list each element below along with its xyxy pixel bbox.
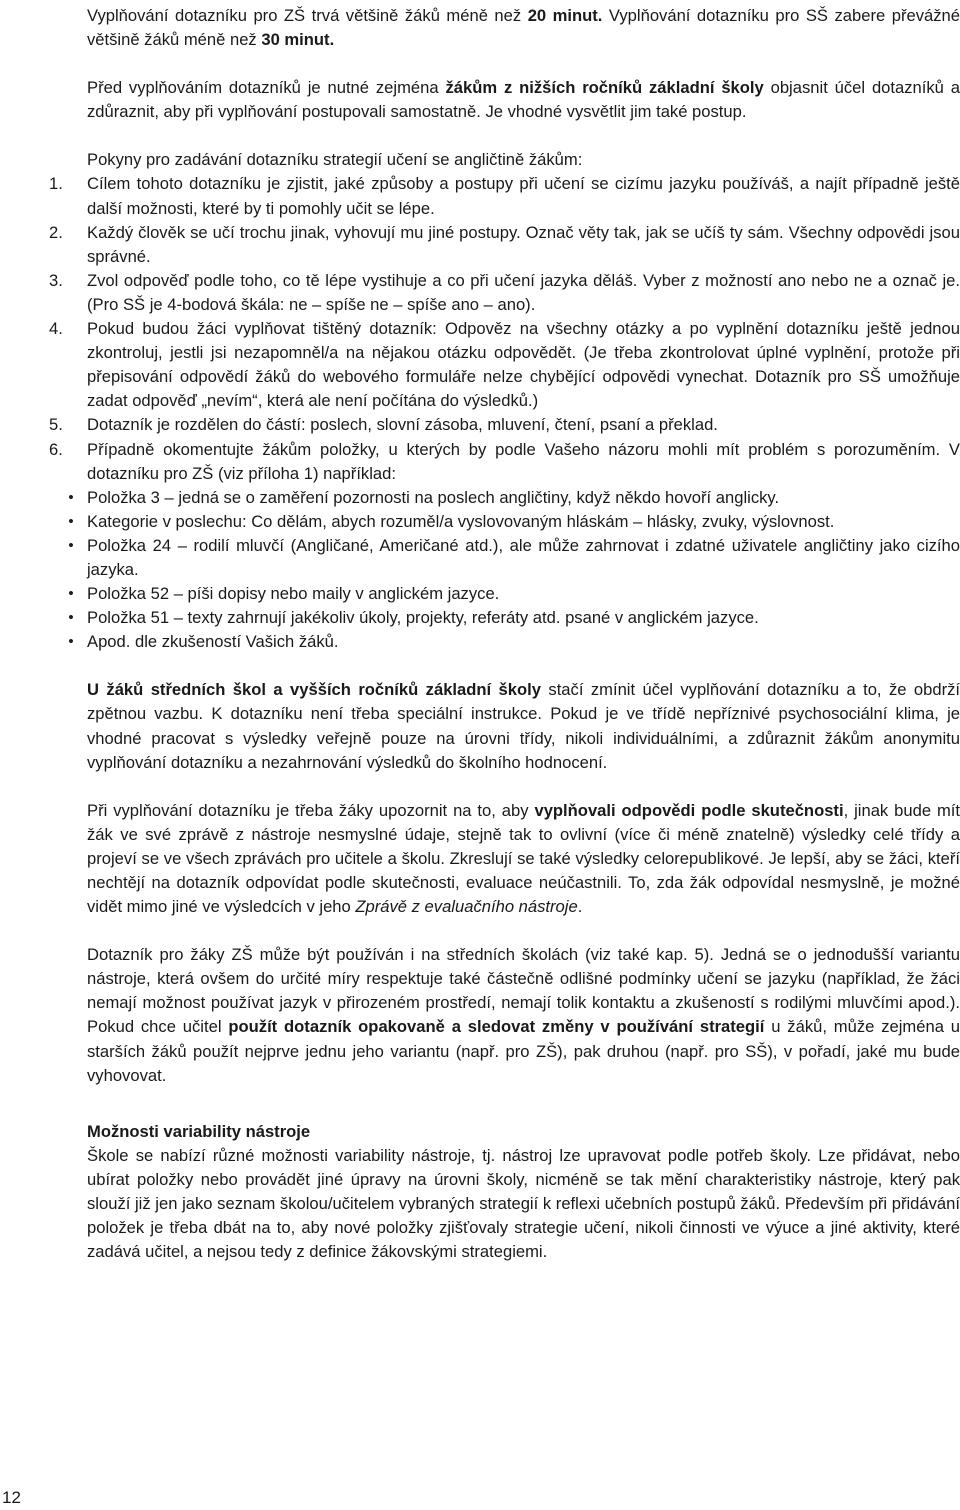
list-number: 2. [49, 222, 63, 242]
instructions-title: Pokyny pro zadávání dotazníku strategií učení se angličtině žákům: [87, 150, 583, 170]
bullet-text: Položka 24 – rodilí mluvčí (Angličané, Američané atd.), ale může zahrnovat i zdatné uživatele angličtiny jako cizího jazyka. [87, 535, 960, 579]
text-run: objasnit účel dotazníků a zdůraznit, aby při vyplňování postupovali samostatně. Je vhodné vysvětlit jim také postup. [87, 78, 960, 122]
emphasis-20-minutes: 20 minut. [527, 6, 603, 25]
emphasis-secondary-students: U žáků středních škol a vyšších ročníků základní školy [87, 680, 541, 700]
text-run: Dotazník pro žáky ZŠ může být používán i na středních školách (viz také kap. 5). Jedná se o jednodušší variantu nástroje, která ovšem do určité míry respektuje také částečně odlišné podmínky učení se jazyku (například, že žáci nemají možnost používat jazyk v přirozeném prostředí, nemají tolik kontaktu a zkušeností s rodilými mluvčími apod.). Pokud chce učitel [87, 945, 960, 1037]
variability-paragraph: Škole se nabízí různé možnosti variability nástroje, tj. nástroj lze upravovat podle potřeb školy. Lze přidávat, nebo ubírat položky nebo provádět jiné úpravy na úrovni školy, nicméně se tak mění charakteristiky nástroje, který pak slouží již jen jako seznam školou/učitelem vybraných strategií k reflexi učebních postupů žáků. Především při přidávání položek je třeba dbát na to, aby nové položky zjišťovaly strategie učení, nikoli činnosti ve výuce a jiné aktivity, které zadává učitel, a nejsou tedy z definice žákovskými strategiemi. [87, 1145, 960, 1262]
list-item-text: Pokud budou žáci vyplňovat tištěný dotazník: Odpověz na všechny otázky a po vyplnění dotazníku ještě jednou zkontroluj, jestli jsi nezapomněl/a na nějakou otázku odpovědět. (Je třeba zkontrolovat úplné vyplnění, protože při přepisování odpovědí žáků do webového formuláře nelze chybějící odpovědi vynechat. Dotazník pro SŠ umožňuje zadat odpověď „nevím“, která ale není počítána do výsledků.) [87, 319, 960, 411]
bullet-text: Kategorie v poslechu: Co dělám, abych rozuměl/a vyslovovaným hláskám – hlásky, zvuky, výslovnost. [87, 511, 835, 531]
bullet-item [68, 582, 960, 606]
examples-bullet-list [68, 486, 960, 655]
list-item-text: Zvol odpověď podle toho, co tě lépe vystihuje a co při učení jazyka děláš. Vyber z možností ano nebo ne a označ je. (Pro SŠ je 4-bodová škála: ne – spíše ne – spíše ano – ano). [87, 270, 960, 314]
list-item-text: Každý člověk se učí trochu jinak, vyhovují mu jiné postupy. Označ věty tak, jak se učíš ty sám. Všechny odpovědi jsou správné. [87, 222, 960, 266]
text-run: , jinak bude mít žák ve své zprávě z nástroje nesmyslné údaje, stejně tak to ovlivní (více či méně znatelně) výsledky celé třídy a projeví se ve všech zprávách pro učitele a školu. Zkreslují se také výsledky celorepublikové. Je lepší, aby se žáci, kteří nechtějí na dotazník odpovídat podle skutečnosti, evaluace neúčastnili. To, zda žák odpovídal nesmyslně, je možné vidět mimo jiné ve výsledcích v jeho [87, 800, 960, 917]
bullet-icon: • [68, 512, 74, 530]
secondary-school-paragraph [87, 678, 960, 774]
list-number: 3. [49, 270, 63, 290]
list-item [49, 172, 960, 220]
intro-paragraph-duration [87, 4, 960, 52]
report-title: Zprávě z evaluačního nástroje [355, 897, 578, 917]
list-number: 5. [49, 415, 63, 435]
list-item-text: Dotazník je rozdělen do částí: poslech, slovní zásoba, mluvení, čtení, psaní a překlad. [87, 415, 718, 435]
list-number: 6. [49, 439, 63, 459]
emphasis-truthful-answers: vyplňovali odpovědi podle skutečnosti [534, 800, 844, 820]
bullet-text: Položka 51 – texty zahrnují jakékoliv úkoly, projekty, referáty atd. psané v anglickém jazyce. [87, 608, 759, 628]
list-number: 4. [49, 319, 63, 339]
page-number: 12 [2, 1488, 21, 1507]
list-number: 1. [49, 174, 63, 194]
bullet-item [68, 486, 960, 510]
text-run: Při vyplňování dotazníku je třeba žáky upozornit na to, aby [87, 800, 535, 820]
emphasis-30-minutes: 30 minut. [261, 30, 335, 50]
list-item [49, 413, 960, 437]
text-run: Vyplňování dotazníku pro ZŠ trvá většině žáků méně než [87, 6, 528, 25]
bullet-icon: • [68, 536, 74, 554]
bullet-item [68, 534, 960, 582]
bullet-item [68, 510, 960, 534]
intro-paragraph-lower-grades [87, 76, 960, 124]
list-item [49, 438, 960, 486]
bullet-icon: • [68, 609, 74, 627]
emphasis-lower-grades: žákům z nižších ročníků základní školy [445, 78, 764, 98]
bullet-text: Položka 3 – jedná se o zaměření pozornosti na poslech angličtiny, když někdo hovoří anglicky. [87, 487, 780, 507]
bullet-item [68, 630, 960, 654]
list-item [49, 269, 960, 317]
list-item [49, 221, 960, 269]
text-run: Vyplňování dotazníku pro SŠ zabere převážné většině žáků méně než [87, 6, 960, 50]
section-heading-variability: Možnosti variability nástroje [87, 1121, 311, 1141]
bullet-icon: • [68, 488, 74, 506]
bullet-icon: • [68, 633, 74, 651]
text-run: stačí zmínit účel vyplňování dotazníku a to, že obdrží zpětnou vazbu. K dotazníku není třeba speciální instrukce. Pokud je ve třídě nepříznivé psychosociální klima, je vhodné pracovat s výsledky veřejně pouze na úrovni třídy, nikoli individuálními, a zdůraznit žákům anonymitu vyplňování dotazníku a nezahrnování výsledků do školního hodnocení. [87, 680, 960, 772]
text-run: u žáků, může zejména u starších žáků použít nejprve jednu jeho variantu (např. pro ZŠ), pak druhou (např. pro SŠ), v pořadí, jaké mu bude vyhovovat. [87, 1017, 960, 1085]
bullet-text: Apod. dle zkušeností Vašich žáků. [87, 632, 339, 652]
text-run: . [577, 897, 583, 917]
truthful-answers-paragraph [87, 799, 960, 919]
repeated-use-paragraph [87, 943, 960, 1088]
bullet-text: Položka 52 – píši dopisy nebo maily v anglickém jazyce. [87, 584, 500, 604]
bullet-item [68, 606, 960, 630]
text-run: Před vyplňováním dotazníků je nutné zejména [87, 78, 446, 98]
instructions-numbered-list [49, 172, 960, 485]
bullet-icon: • [68, 585, 74, 603]
emphasis-repeated-use: použít dotazník opakovaně a sledovat změny v používání strategií [228, 1017, 765, 1037]
list-item-text: Případně okomentujte žákům položky, u kterých by podle Vašeho názoru mohli mít problém s porozuměním. V dotazníku pro ZŠ (viz příloha 1) například: [87, 439, 960, 483]
list-item [49, 317, 960, 413]
document-page [49, 4, 960, 1264]
list-item-text: Cílem tohoto dotazníku je zjistit, jaké způsoby a postupy při učení se cizímu jazyku používáš, a najít případně ještě další možnosti, které by ti pomohly učit se lépe. [87, 174, 960, 218]
